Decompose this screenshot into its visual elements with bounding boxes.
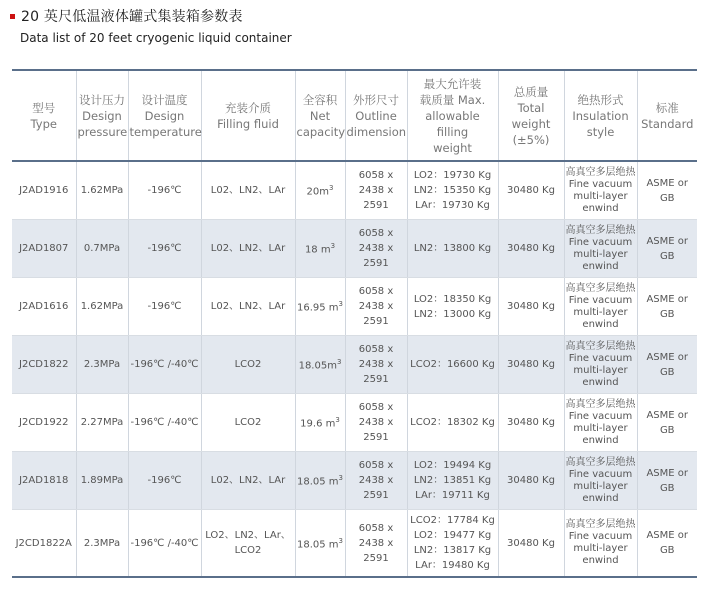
total-weight-cell (498, 278, 564, 336)
total-weight-cell-value: 30480 Kg (507, 185, 555, 196)
column-header-en: 载质量 Max. (419, 92, 486, 107)
type-cell-value: J2AD1807 (19, 243, 69, 254)
capacity-value: 16.95 m (296, 302, 339, 314)
capacity-unit-sup: 3 (335, 416, 340, 425)
column-header-en: Design (144, 108, 185, 123)
insulation-cell-line: multi-layer (573, 248, 628, 260)
capacity-value: 18 m (304, 244, 331, 256)
dimension-cell-line: 6058 x (358, 228, 394, 239)
total-weight-cell (498, 336, 564, 394)
column-header-cn: 充装介质 (225, 100, 271, 115)
max-filling-cell-line: LO2：19494 Kg (413, 460, 492, 471)
max-filling-cell (407, 220, 498, 278)
column-header-en: capacity (296, 124, 346, 139)
pressure-cell-value: 1.62MPa (80, 185, 124, 196)
max-filling-cell-line: LN2：13000 Kg (413, 308, 492, 320)
dimension-cell-line: 6058 x (358, 344, 394, 355)
max-filling-cell (407, 278, 498, 336)
column-header (201, 70, 295, 161)
insulation-cell-line: Fine vacuum (568, 410, 633, 422)
insulation-cell (564, 161, 637, 220)
pressure-cell (76, 452, 128, 510)
temperature-cell-value: -196℃ (147, 243, 182, 254)
max-filling-cell (407, 394, 498, 452)
column-header-en: Insulation (572, 108, 629, 123)
capacity-value: 18.05 m (296, 476, 339, 488)
fluid-cell-line: LCO2 (234, 417, 262, 428)
insulation-cell (564, 452, 637, 510)
temperature-cell (128, 452, 201, 510)
standard-cell-line: ASME or (646, 409, 689, 421)
capacity-cell (295, 161, 345, 220)
dimension-cell (345, 220, 407, 278)
column-header-en: style (586, 124, 615, 139)
insulation-cell-line: Fine vacuum (568, 468, 633, 480)
temperature-cell (128, 394, 201, 452)
total-weight-cell (498, 510, 564, 578)
type-cell (12, 161, 76, 220)
max-filling-cell-line: LAr：19730 Kg (415, 200, 490, 211)
capacity-cell (295, 452, 345, 510)
standard-cell-line: ASME or (646, 530, 689, 541)
insulation-cell (564, 220, 637, 278)
insulation-cell-line: enwind (582, 434, 619, 446)
capacity-unit-sup: 3 (330, 242, 336, 251)
pressure-cell (76, 394, 128, 452)
dimension-cell-line: 2591 (363, 432, 389, 443)
table-body (12, 161, 697, 577)
spec-table-container (12, 69, 697, 578)
temperature-cell-value: -196℃ /-40℃ (130, 537, 199, 549)
column-header (407, 70, 498, 161)
max-filling-cell-line: LN2：13817 Kg (413, 545, 492, 556)
max-filling-cell-line: LN2：13800 Kg (413, 243, 492, 254)
capacity-cell (295, 394, 345, 452)
insulation-cell-line: multi-layer (573, 480, 628, 492)
max-filling-cell-line: LN2：15350 Kg (413, 185, 492, 196)
temperature-cell-value: -196℃ (147, 185, 182, 196)
max-filling-cell (407, 452, 498, 510)
dimension-cell-line: 2438 x (358, 417, 394, 428)
insulation-cell-line: multi-layer (573, 306, 628, 318)
capacity-value: 18.05m (298, 360, 337, 372)
pressure-cell (76, 510, 128, 578)
column-header-en: allowable filling (425, 108, 480, 139)
table-row (12, 161, 697, 220)
capacity-cell (295, 220, 345, 278)
insulation-cell (564, 336, 637, 394)
column-header-cn: 设计温度 (141, 92, 188, 107)
pressure-cell-value: 1.89MPa (80, 475, 124, 486)
dimension-cell-line: 6058 x (358, 170, 394, 181)
fluid-cell-line: L02、LN2、LAr (210, 301, 286, 312)
column-header (12, 70, 76, 161)
max-filling-cell-line: LCO2：16600 Kg (410, 359, 495, 370)
fluid-cell (201, 161, 295, 220)
insulation-cell-line: enwind (582, 555, 619, 566)
total-weight-cell (498, 220, 564, 278)
insulation-cell-line: multi-layer (573, 543, 628, 554)
pressure-cell-value: 2.27MPa (80, 417, 124, 428)
standard-cell-line: ASME or (646, 235, 689, 247)
total-weight-cell-value: 30480 Kg (507, 301, 555, 312)
column-header (498, 70, 564, 161)
standard-cell-line: ASME or (646, 351, 689, 363)
column-header-cn: 设计压力 (79, 92, 125, 107)
insulation-cell-line: enwind (582, 202, 619, 214)
title-row (8, 6, 698, 26)
standard-cell-line: GB (659, 424, 675, 436)
table-header-row (12, 70, 697, 161)
total-weight-cell-value: 30480 Kg (507, 537, 555, 549)
type-cell-value: J2CD1822 (19, 359, 69, 370)
column-header-cn: 全容积 (302, 92, 338, 107)
capacity-value: 20m (306, 186, 329, 198)
dimension-cell-line: 2438 x (358, 475, 394, 486)
dimension-cell-line: 2591 (363, 258, 389, 269)
pressure-cell-value: 2.3MPa (83, 359, 121, 370)
column-header-en: pressure (77, 124, 128, 139)
insulation-cell-line: multi-layer (573, 364, 628, 376)
fluid-cell-line: LO2、LN2、LAr、 (205, 530, 291, 541)
total-weight-cell (498, 394, 564, 452)
dimension-cell-line: 2438 x (358, 537, 394, 549)
capacity-value: 18.05 m (296, 539, 339, 551)
temperature-cell (128, 336, 201, 394)
type-cell (12, 510, 76, 578)
pressure-cell-value: 1.62MPa (80, 301, 124, 312)
insulation-cell-line: enwind (582, 318, 619, 330)
dimension-cell-line: 2591 (363, 316, 389, 327)
column-header-en: Net (309, 108, 331, 123)
column-header-cn: 总质量 (513, 84, 549, 99)
pressure-cell (76, 336, 128, 394)
pressure-cell (76, 161, 128, 220)
column-header-cn: 外形尺寸 (353, 92, 399, 107)
standard-cell (637, 278, 697, 336)
type-cell (12, 278, 76, 336)
insulation-cell (564, 394, 637, 452)
dimension-cell-line: 6058 x (358, 402, 394, 413)
total-weight-cell (498, 161, 564, 220)
standard-cell-line: GB (659, 366, 675, 378)
table-row (12, 336, 697, 394)
insulation-cell-line: enwind (582, 260, 619, 272)
type-cell-value: J2CD1922 (19, 417, 69, 428)
insulation-cell-line: Fine vacuum (568, 531, 633, 542)
standard-cell (637, 161, 697, 220)
dimension-cell-line: 2438 x (358, 185, 394, 196)
capacity-value: 19.6 m (300, 418, 336, 430)
dimension-cell-line: 2591 (363, 490, 389, 501)
temperature-cell (128, 161, 201, 220)
dimension-cell (345, 161, 407, 220)
dimension-cell-line: 2438 x (358, 359, 394, 370)
fluid-cell (201, 278, 295, 336)
type-cell-value: J2AD1818 (19, 475, 69, 486)
type-cell (12, 220, 76, 278)
column-header (76, 70, 128, 161)
column-header (128, 70, 201, 161)
dimension-cell (345, 278, 407, 336)
table-row (12, 452, 697, 510)
capacity-unit-sup: 3 (338, 300, 344, 309)
insulation-cell-line: 高真空多层绝热 (565, 519, 636, 530)
capacity-cell (295, 278, 345, 336)
capacity-cell (295, 510, 345, 578)
type-cell (12, 394, 76, 452)
page-header (8, 6, 698, 45)
dimension-cell-line: 2591 (363, 374, 389, 385)
insulation-cell-line: Fine vacuum (568, 294, 633, 306)
dimension-cell-line: 2438 x (358, 301, 394, 312)
insulation-cell-line: Fine vacuum (568, 236, 633, 248)
max-filling-cell-line: LCO2：18302 Kg (410, 417, 495, 428)
table-row (12, 394, 697, 452)
standard-cell-line: GB (659, 545, 675, 556)
insulation-cell-line: Fine vacuum (568, 352, 633, 364)
insulation-cell-line: multi-layer (573, 422, 628, 434)
type-cell-value: J2AD1916 (19, 185, 69, 196)
total-weight-cell (498, 452, 564, 510)
fluid-cell-line: LCO2 (234, 545, 262, 556)
capacity-unit-sup: 3 (338, 474, 344, 483)
table-row (12, 220, 697, 278)
dimension-cell (345, 510, 407, 578)
page-title-en: Data list of 20 feet cryogenic liquid container (20, 31, 292, 45)
column-header-en: Filling fluid (217, 116, 279, 131)
max-filling-cell (407, 336, 498, 394)
dimension-cell-line: 6058 x (358, 286, 394, 297)
column-header-en: (±5%) (512, 132, 550, 147)
temperature-cell-value: -196℃ (147, 475, 182, 486)
column-header-en: Total weight (511, 100, 551, 131)
dimension-cell-line: 2438 x (358, 243, 394, 254)
column-header (295, 70, 345, 161)
pressure-cell (76, 278, 128, 336)
dimension-cell (345, 452, 407, 510)
standard-cell (637, 394, 697, 452)
insulation-cell (564, 510, 637, 578)
dimension-cell-line: 2591 (363, 200, 389, 211)
insulation-cell-line: enwind (582, 492, 619, 504)
column-header-en: Type (30, 116, 57, 131)
red-bullet-icon (10, 14, 15, 19)
column-header-cn: 绝热形式 (577, 92, 624, 107)
standard-cell (637, 452, 697, 510)
pressure-cell-value: 0.7MPa (83, 243, 121, 254)
temperature-cell (128, 510, 201, 578)
table-row (12, 278, 697, 336)
column-header-cn: 标准 (655, 100, 679, 115)
insulation-cell-line: 高真空多层绝热 (565, 398, 636, 410)
type-cell (12, 452, 76, 510)
fluid-cell-line: L02、LN2、LAr (210, 185, 286, 196)
max-filling-cell-line: LN2：13851 Kg (413, 475, 492, 486)
insulation-cell-line: Fine vacuum (568, 178, 633, 190)
dimension-cell (345, 336, 407, 394)
temperature-cell-value: -196℃ (147, 301, 182, 312)
total-weight-cell-value: 30480 Kg (507, 475, 555, 486)
capacity-unit-sup: 3 (336, 358, 342, 367)
standard-cell-line: GB (659, 192, 675, 204)
column-header (637, 70, 697, 161)
max-filling-cell (407, 161, 498, 220)
capacity-unit-sup: 3 (329, 184, 334, 193)
column-header-en: weight (433, 140, 472, 155)
column-header-cn: 最大允许装 (423, 76, 482, 91)
standard-cell (637, 510, 697, 578)
temperature-cell-value: -196℃ /-40℃ (130, 417, 199, 428)
dimension-cell-line: 6058 x (358, 522, 394, 534)
dimension-cell-line: 6058 x (358, 460, 394, 471)
max-filling-cell (407, 510, 498, 578)
temperature-cell (128, 278, 201, 336)
standard-cell (637, 220, 697, 278)
type-cell-value: J2AD1616 (19, 301, 69, 312)
standard-cell-line: ASME or (646, 467, 689, 479)
type-cell (12, 336, 76, 394)
temperature-cell-value: -196℃ /-40℃ (130, 359, 199, 370)
standard-cell (637, 336, 697, 394)
fluid-cell (201, 336, 295, 394)
fluid-cell-line: LCO2 (234, 359, 262, 370)
max-filling-cell-line: LO2：18350 Kg (413, 293, 492, 305)
page-title-cn: 20 英尺低温液体罐式集装箱参数表 (21, 9, 243, 25)
fluid-cell-line: L02、LN2、LAr (210, 475, 286, 486)
insulation-cell-line: 高真空多层绝热 (565, 166, 636, 178)
type-cell-value: J2CD1822A (15, 537, 72, 549)
column-header-en: Standard (641, 116, 694, 131)
pressure-cell (76, 220, 128, 278)
temperature-cell (128, 220, 201, 278)
insulation-cell-line: 高真空多层绝热 (565, 224, 636, 236)
insulation-cell-line: 高真空多层绝热 (565, 282, 636, 294)
column-header-cn: 型号 (32, 100, 56, 115)
column-header-en: dimension (346, 124, 407, 139)
column-header (564, 70, 637, 161)
dimension-cell-line: 2591 (363, 552, 389, 564)
insulation-cell-line: multi-layer (573, 190, 628, 202)
standard-cell-line: GB (659, 308, 675, 320)
column-header-en: Design (82, 108, 122, 123)
fluid-cell (201, 394, 295, 452)
standard-cell-line: GB (659, 250, 675, 262)
standard-cell-line: GB (659, 482, 675, 494)
total-weight-cell-value: 30480 Kg (507, 417, 555, 428)
standard-cell-line: ASME or (646, 177, 689, 189)
table-row (12, 510, 697, 578)
column-header-en: temperature (129, 124, 202, 139)
spec-table (12, 69, 697, 578)
insulation-cell (564, 278, 637, 336)
fluid-cell (201, 220, 295, 278)
max-filling-cell-line: LO2：19477 Kg (413, 530, 492, 541)
fluid-cell (201, 452, 295, 510)
capacity-unit-sup: 3 (338, 536, 344, 545)
pressure-cell-value: 2.3MPa (83, 537, 121, 549)
insulation-cell-line: enwind (582, 376, 619, 388)
column-header-en: Outline (355, 108, 397, 123)
column-header (345, 70, 407, 161)
fluid-cell-line: L02、LN2、LAr (210, 243, 286, 254)
standard-cell-line: ASME or (646, 293, 689, 305)
capacity-cell (295, 336, 345, 394)
max-filling-cell-line: LAr：19711 Kg (415, 490, 490, 501)
max-filling-cell-line: LAr：19480 Kg (415, 560, 490, 571)
max-filling-cell-line: LCO2：17784 Kg (410, 515, 495, 526)
insulation-cell-line: 高真空多层绝热 (565, 340, 636, 352)
total-weight-cell-value: 30480 Kg (507, 243, 555, 254)
max-filling-cell-line: LO2：19730 Kg (413, 170, 492, 181)
total-weight-cell-value: 30480 Kg (507, 359, 555, 370)
insulation-cell-line: 高真空多层绝热 (565, 456, 636, 468)
dimension-cell (345, 394, 407, 452)
fluid-cell (201, 510, 295, 578)
